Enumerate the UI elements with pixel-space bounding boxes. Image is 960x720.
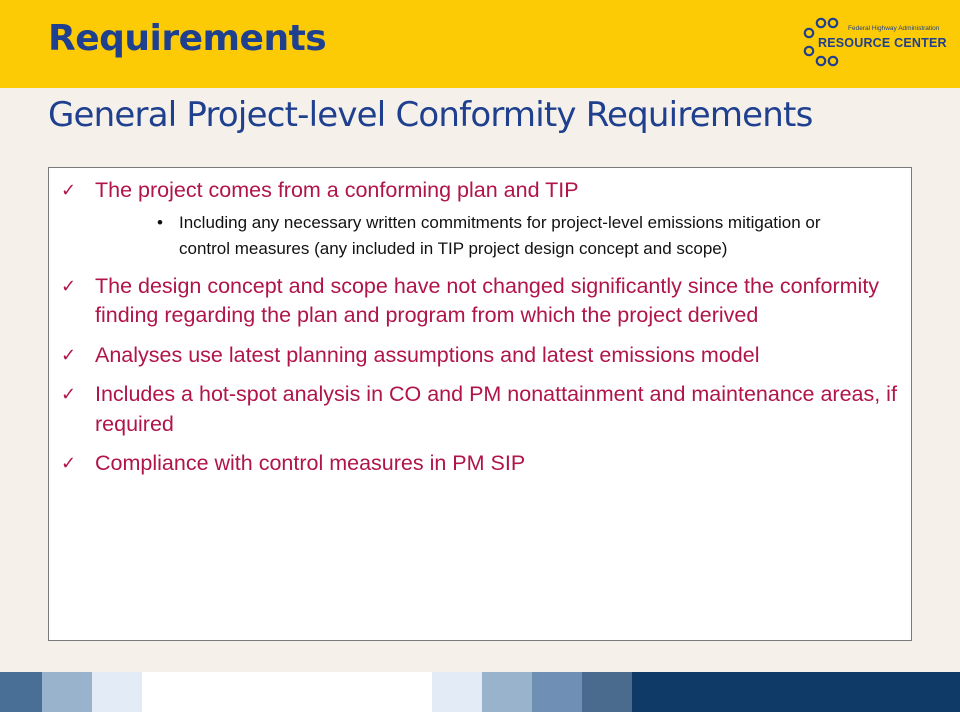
checkmark-icon: ✓: [61, 453, 77, 474]
checkmark-icon: ✓: [61, 344, 77, 366]
resource-center-logo: [800, 16, 950, 72]
sub-requirement-text: Including any necessary written commitments for project-level emissions mitigation or control measures (any included in TIP project design concept and scope): [179, 212, 821, 258]
footer-block: [632, 672, 960, 712]
footer-block: [482, 672, 532, 712]
logo-agency-text: Federal Highway Administration: [848, 25, 940, 32]
requirement-item: [61, 380, 901, 439]
slide-title: Requirements: [48, 18, 327, 59]
requirement-item: [61, 176, 901, 262]
requirements-list: [61, 176, 901, 489]
logo-name-text: RESOURCE CENTER: [818, 36, 947, 50]
checkmark-icon: ✓: [61, 384, 77, 405]
footer-block: [42, 672, 92, 712]
footer-color-strip: [0, 672, 960, 712]
slide-subtitle: General Project-level Conformity Requirements: [48, 95, 813, 135]
bottom-line: [0, 712, 960, 720]
footer-block: [92, 672, 142, 712]
requirement-item: [61, 449, 901, 479]
checkmark-icon: ✓: [61, 275, 77, 297]
requirement-text: The project comes from a conforming plan and TIP: [95, 178, 579, 202]
requirements-box: [48, 167, 912, 641]
requirement-item: [61, 341, 901, 371]
requirement-text: Includes a hot-spot analysis in CO and PM nonattainment and maintenance areas, if required: [95, 382, 897, 436]
checkmark-icon: ✓: [61, 180, 77, 201]
requirement-item: [61, 272, 901, 331]
requirement-text: Compliance with control measures in PM SIP: [95, 451, 526, 475]
footer-block: [142, 672, 432, 712]
requirement-text: The design concept and scope have not changed significantly since the conformity finding regarding the plan and program from which the project derived: [95, 273, 880, 327]
footer-block: [0, 672, 42, 712]
footer-block: [532, 672, 582, 712]
footer-block: [582, 672, 632, 712]
footer-block: [432, 672, 482, 712]
sub-requirement-item: [95, 210, 901, 262]
requirement-text: Analyses use latest planning assumptions and latest emissions model: [95, 342, 760, 367]
bullet-icon: •: [157, 212, 163, 232]
